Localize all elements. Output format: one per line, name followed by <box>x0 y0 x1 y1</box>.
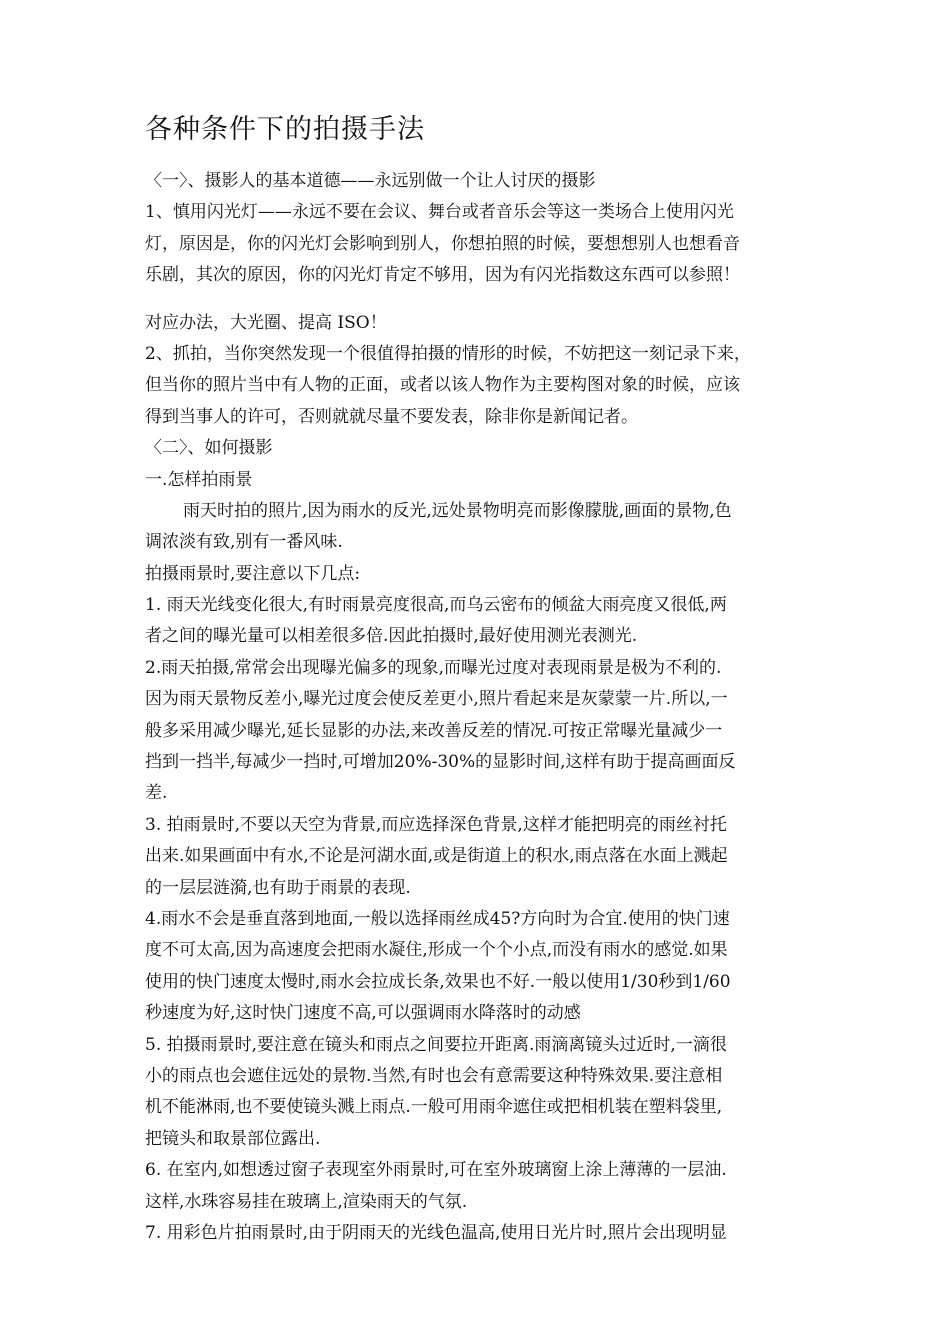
paragraph-line: 机不能淋雨,也不要使镜头溅上雨点.一般可用雨伞遮住或把相机装在塑料袋里, <box>145 1097 723 1118</box>
paragraph-line: 般多采用减少曝光,延长显影的办法,来改善反差的情况.可按正常曝光量减少一 <box>145 720 723 741</box>
paragraph-gap <box>145 292 813 308</box>
paragraph-line: 使用的快门速度太慢时,雨水会拉成长条,效果也不好.一般以使用1/30秒到1/60 <box>145 971 731 992</box>
paragraph-line: 这样,水珠容易挂在玻璃上,渲染雨天的气氛. <box>145 1191 468 1212</box>
paragraph-line: 度不可太高,因为高速度会把雨水凝住,形成一个个小点,而没有雨水的感觉.如果 <box>145 940 728 961</box>
paragraph-line: 雨天时拍的照片,因为雨水的反光,远处景物明亮而影像朦胧,画面的景物,色 <box>183 500 732 521</box>
paragraph-line: 3. 拍雨景时,不要以天空为背景,而应选择深色背景,这样才能把明亮的雨丝衬托 <box>145 814 727 835</box>
document-body <box>145 166 813 1249</box>
paragraph-line: 7. 用彩色片拍雨景时,由于阴雨天的光线色温高,使用日光片时,照片会出现明显 <box>145 1222 727 1243</box>
document-title: 各种条件下的拍摄手法 <box>145 114 425 145</box>
paragraph-line: 5. 拍摄雨景时,要注意在镜头和雨点之间要拉开距离.雨滴离镜头过近时,一滴很 <box>145 1034 727 1055</box>
paragraph-line: 灯，原因是，你的闪光灯会影响到别人，你想拍照的时候，要想想别人也想看音 <box>145 233 740 254</box>
paragraph-line: 乐剧，其次的原因，你的闪光灯肯定不够用，因为有闪光指数这东西可以参照！ <box>145 265 740 286</box>
section-heading-ethics: 〈一〉、摄影人的基本道德——永远别做一个让人讨厌的摄影 <box>145 171 596 191</box>
paragraph-line: 1、慎用闪光灯——永远不要在会议、舞台或者音乐会等这一类场合上使用闪光 <box>145 202 734 223</box>
section-heading-how-to: 〈二〉、如何摄影 <box>145 438 273 459</box>
paragraph-line: 2.雨天拍摄,常常会出现曝光偏多的现象,而曝光过度对表现雨景是极为不利的. <box>145 657 722 678</box>
paragraph-line: 挡到一挡半,每减少一挡时,可增加20%-30%的显影时间,这样有助于提高画面反 <box>145 752 736 773</box>
paragraph-line: 秒速度为好,这时快门速度不高,可以强调雨水降落时的动感 <box>145 1003 581 1024</box>
paragraph-line: 者之间的曝光量可以相差很多倍.因此拍摄时,最好使用测光表测光. <box>145 626 638 647</box>
subsection-heading-rain: 一.怎样拍雨景 <box>145 469 253 490</box>
paragraph-line: 因为雨天景物反差小,曝光过度会使反差更小,照片看起来是灰蒙蒙一片.所以,一 <box>145 689 728 710</box>
paragraph-line: 得到当事人的许可，否则就就尽量不要发表，除非你是新闻记者。 <box>145 406 638 427</box>
paragraph-line: 对应办法，大光圈、提高 ISO！ <box>145 312 387 333</box>
paragraph-line: 但当你的照片当中有人物的正面，或者以该人物作为主要构图对象的时候，应该 <box>145 375 740 396</box>
paragraph-line: 拍摄雨景时,要注意以下几点: <box>145 563 361 584</box>
paragraph-line: 把镜头和取景部位露出. <box>145 1128 321 1149</box>
paragraph-line: 2、抓拍，当你突然发现一个很值得拍摄的情形的时候，不妨把这一刻记录下来， <box>145 343 751 364</box>
paragraph-line: 调浓淡有致,别有一番风味. <box>145 532 343 553</box>
paragraph-line: 1. 雨天光线变化很大,有时雨景亮度很高,而乌云密布的倾盆大雨亮度又很低,两 <box>145 595 727 616</box>
paragraph-line: 出来.如果画面中有水,不论是河湖水面,或是街道上的积水,雨点落在水面上溅起 <box>145 846 728 867</box>
paragraph-line: 的一层层涟漪,也有助于雨景的表现. <box>145 877 411 898</box>
paragraph-line: 4.雨水不会是垂直落到地面,一般以选择雨丝成45?方向时为合宜.使用的快门速 <box>145 908 730 929</box>
paragraph-line: 6. 在室内,如想透过窗子表现室外雨景时,可在室外玻璃窗上涂上薄薄的一层油. <box>145 1160 727 1181</box>
paragraph-line: 小的雨点也会遮住远处的景物.当然,有时也会有意需要这种特殊效果.要注意相 <box>145 1065 723 1086</box>
paragraph-line: 差. <box>145 783 168 804</box>
